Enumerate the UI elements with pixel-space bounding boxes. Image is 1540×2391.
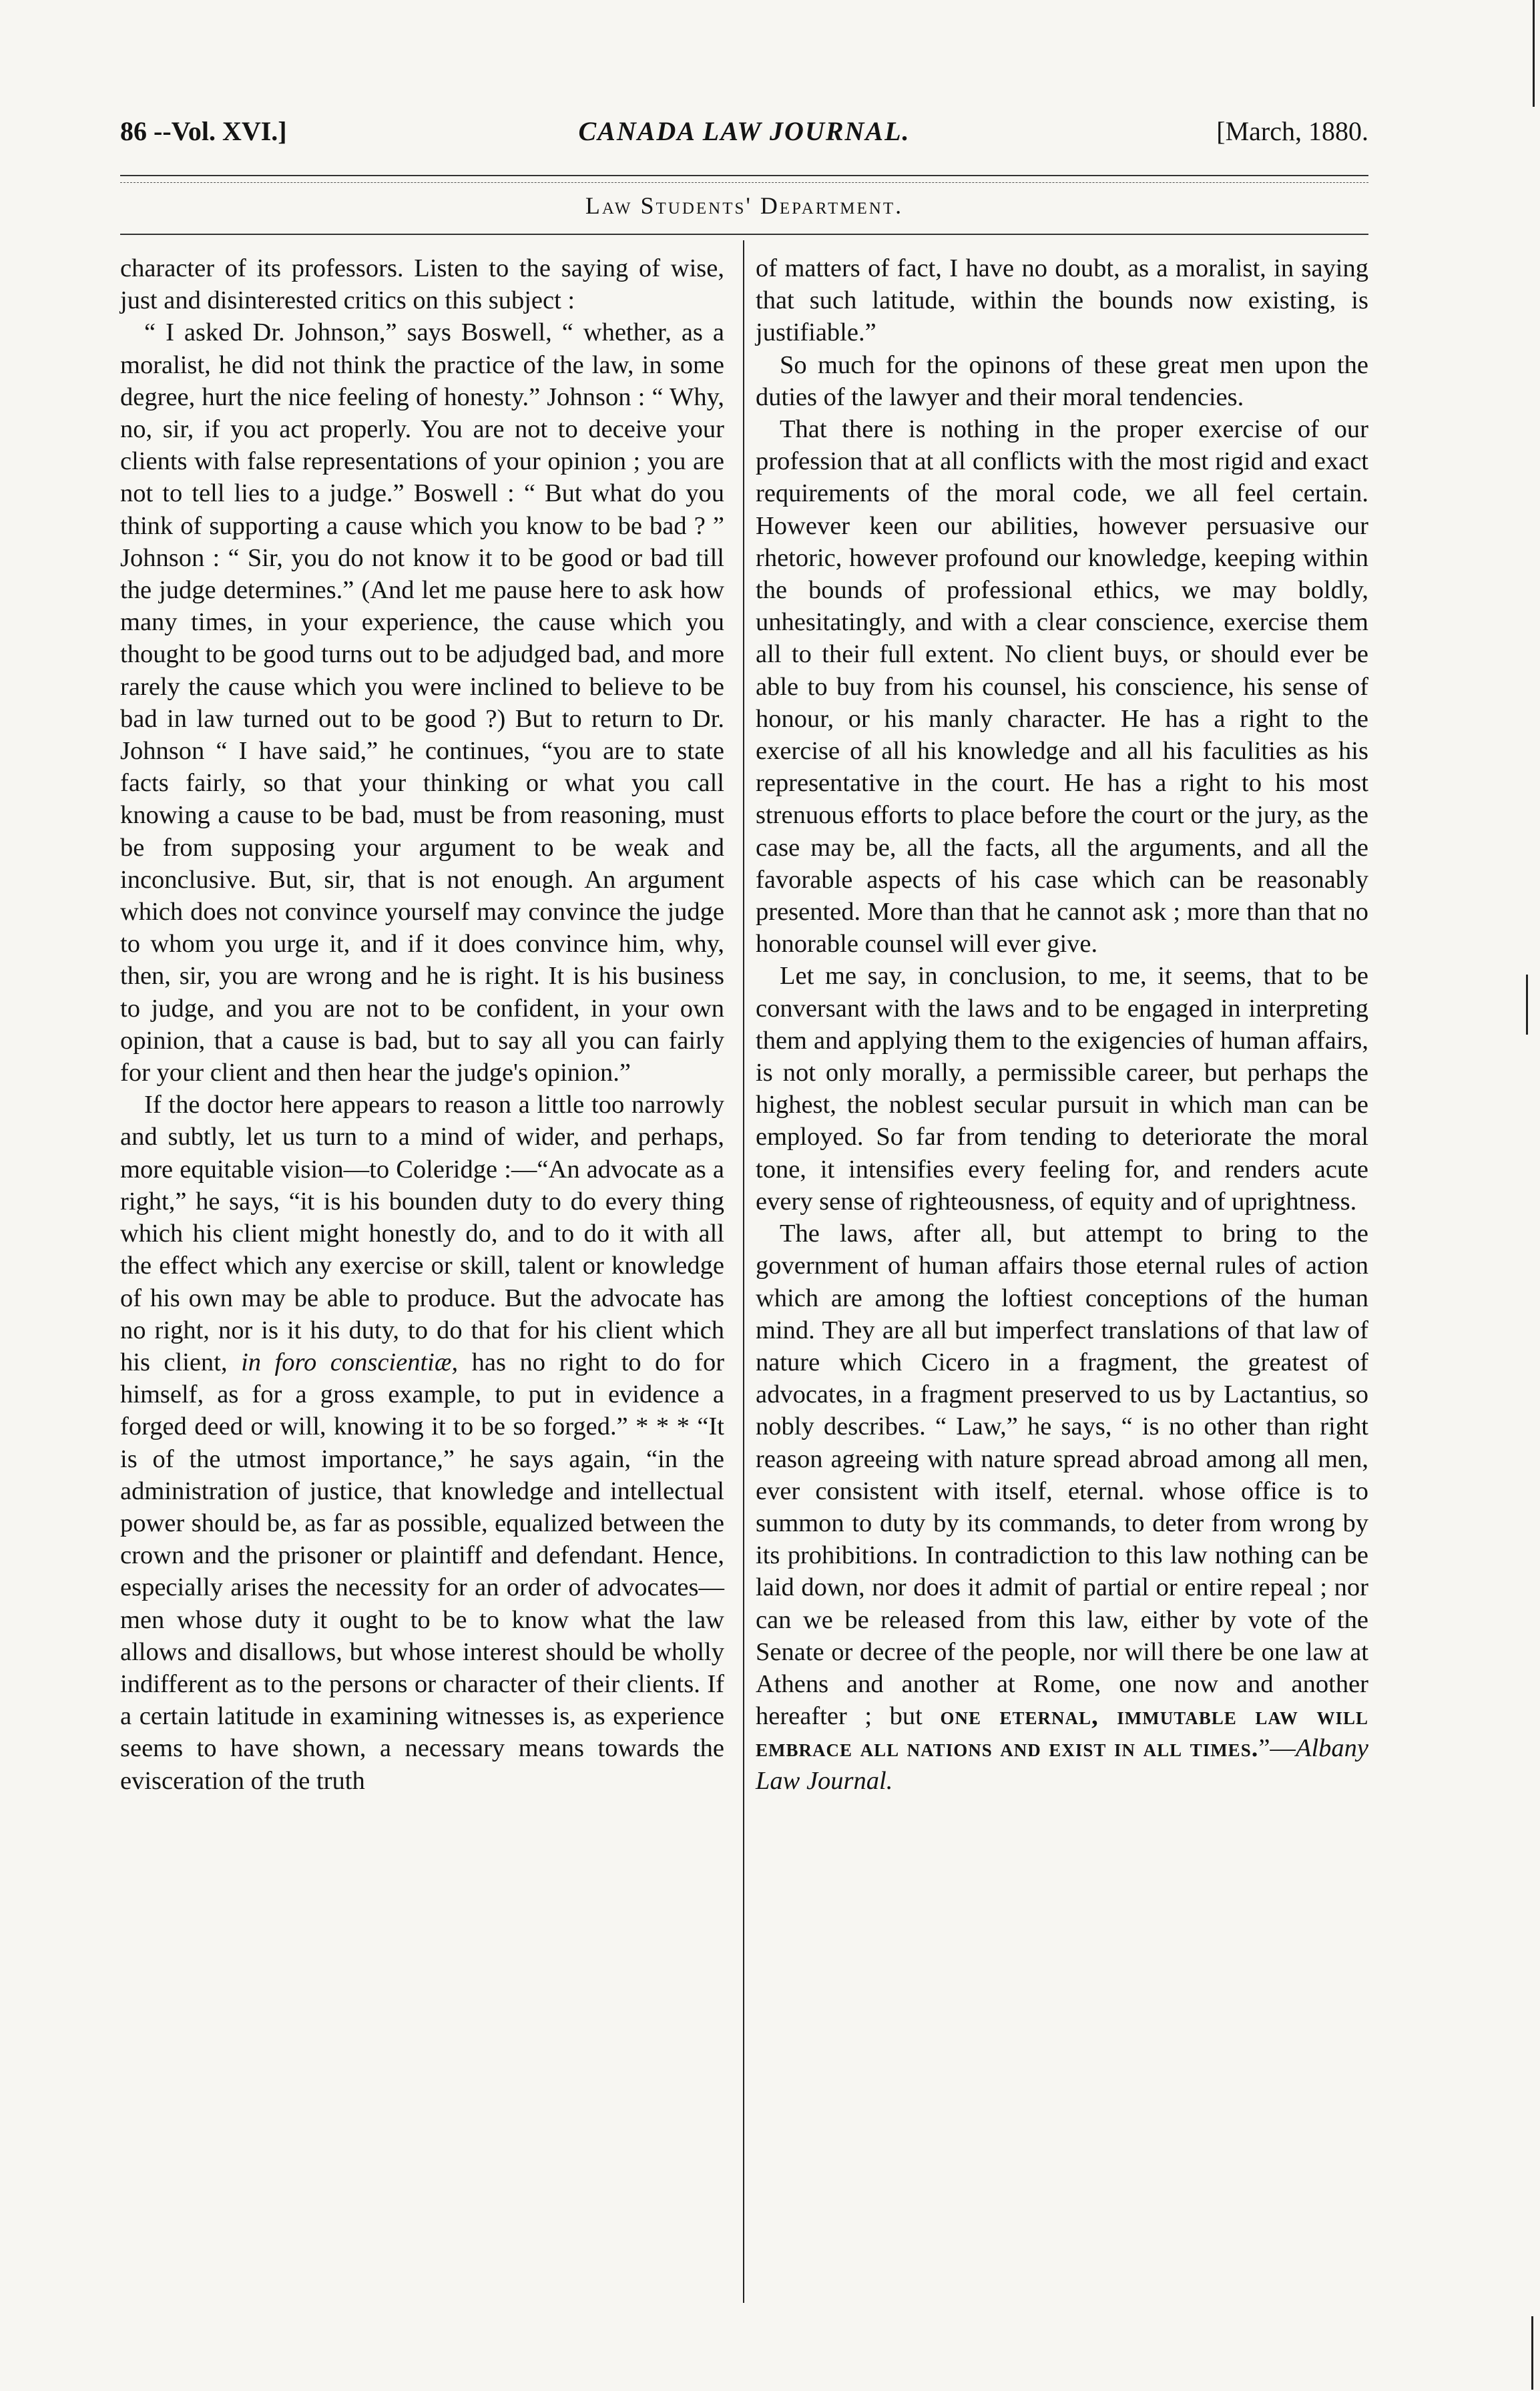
- latin-phrase: in foro conscientiæ,: [241, 1348, 459, 1376]
- paragraph: So much for the opinons of these great men upon the duties of the lawyer and their moral tendencies.: [756, 350, 1368, 411]
- scan-edge-mark: [1533, 0, 1535, 107]
- text-run: has no right to do for himself, as for a gross example, to put in evidence a forged deed or will, knowing it to be so forged.” * * * “It is of the utmost importance,” he says again, “in the administration of justice, that knowledge and intellectual power should be, as far as possible, equalized between the crown and the prisoner or plaintiff and defendant. Hence, especially arises the necessity for an order of advocates—men whose duty it ought to be to know what the law allows and disallows, but whose interest should be wholly indifferent as to the persons or character of their clients. If a certain latitude in examining witnesses is, as experience seems to have shown, a necessary means towards the evisceration of the truth: [120, 1348, 725, 1795]
- left-column: [120, 252, 724, 1797]
- section-title: Law Students' Department.: [585, 192, 904, 219]
- page-header: [120, 115, 1368, 148]
- page-number-volume: 86 --Vol. XVI.]: [120, 116, 287, 146]
- header-rule: [120, 175, 1368, 176]
- paragraph: Let me say, in conclusion, to me, it seems, that to be conversant with the laws and to be engaged in interpreting them and applying them to the exigencies of human affairs, is not only morally, a permissible career, but perhaps the highest, the noblest secular pursuit in which man can be employed. So far from tending to deteriorate the moral tone, it intensifies every feeling for, and renders acute every sense of righteousness, of equity and of uprightness.: [756, 962, 1368, 1216]
- scan-edge-mark: [1531, 2316, 1533, 2390]
- quote-close: ”—: [1258, 1734, 1296, 1763]
- scan-edge-mark: [1526, 975, 1528, 1035]
- issue-date: [March, 1880.: [1216, 116, 1368, 146]
- paragraph: of matters of fact, I have no doubt, as a moralist, in saying that such latitude, within the bounds now existing, is justifiable.”: [756, 254, 1368, 347]
- text-run: If the doctor here appears to reason a little too narrowly and subtly, let us turn to a mind of wider, and perhaps, more equitable vision—to Coleridge :—“An advocate as a right,” he says, “it is his bounden duty to do every thing which his client might honestly do, and to do it with all the effect which any exercise or skill, talent or knowledge of his own may be able to produce. But the advocate has no right, nor is it his duty, to do that for his client which his client,: [120, 1091, 724, 1376]
- header-rule-dashed: [120, 182, 1368, 183]
- paragraph: character of its professors. Listen to the saying of wise, just and disinterested critics on this subject :: [120, 254, 724, 315]
- source-citation: Albany Law Journal.: [756, 1734, 1368, 1795]
- journal-title: CANADA LAW JOURNAL.: [578, 116, 911, 146]
- small-caps-quote: one eternal, immutable law will embrace all nations and exist in all times.: [756, 1702, 1369, 1763]
- paragraph: [756, 1218, 1368, 1797]
- paragraph: That there is nothing in the proper exercise of our profession that at all conflicts with the most rigid and exact requirements of the moral code, we all feel certain. However keen our abilities, however persuasive our rhetoric, however profound our knowledge, keeping within the bounds of professional ethics, we may boldly, unhesitatingly, and with a clear conscience, exercise them all to their full extent. No client buys, or should ever be able to buy from his counsel, his conscience, his sense of honour, or his manly character. He has a right to the exercise of all his knowledge and all his faculities as his representative in the court. He has a right to his most strenuous efforts to place before the court or the jury, as the case may be, all the facts, all the arguments, and all the favorable aspects of his case which can be reasonably presented. More than that he cannot ask ; more than that no honorable counsel will ever give.: [756, 415, 1368, 959]
- paragraph: [120, 1089, 724, 1796]
- right-column: [756, 252, 1368, 1797]
- paragraph: “ I asked Dr. Johnson,” says Boswell, “ whether, as a moralist, he did not think the practice of the law, in some degree, hurt the nice feeling of honesty.” Johnson : “ Why, no, sir, if you act properly. You are not to deceive your clients with false representations of your opinion ; you are not to tell lies to a judge.” Boswell : “ But what do you think of supporting a cause which you know to be bad ? ” Johnson : “ Sir, you do not know it to be good or bad till the judge determines.” (And let me pause here to ask how many times, in your experience, the cause which you thought to be good turns out to be adjudged bad, and more rarely the cause which you were inclined to believe to be bad in law turned out to be good ?) But to return to Dr. Johnson “ I have said,” he continues, “you are to state facts fairly, so that your thinking or what you call knowing a cause to be bad, must be from reasoning, must be from supposing your argument to be weak and inconclusive. But, sir, that is not enough. An argument which does not convince yourself may convince the judge to whom you urge it, and if it does convince him, why, then, sir, you are wrong and he is right. It is his business to judge, and you are not to be confident, in your own opinion, that a cause is bad, but to say all you can fairly for your client and then hear the judge's opinion.”: [120, 318, 724, 1087]
- column-divider: [743, 240, 744, 2303]
- text-run: The laws, after all, but attempt to bring to the government of human affairs those eternal rules of action which are among the loftiest conceptions of the human mind. They are all but imperfect translations of that law of nature which Cicero in a fragment, the greatest of advocates, in a fragment preserved to us by Lactantius, so nobly describes. “ Law,” he says, “ is no other than right reason agreeing with nature spread abroad among all men, ever consistent with itself, eternal. whose office is to summon to duty by its commands, to deter from wrong by its prohibitions. In contradiction to this law nothing can be laid down, nor does it admit of partial or entire repeal ; nor can we be released from this law, either by vote of the Senate or decree of the people, nor will there be one law at Athens and another at Rome, one now and another hereafter ; but: [756, 1220, 1368, 1731]
- section-rule: [120, 234, 1368, 235]
